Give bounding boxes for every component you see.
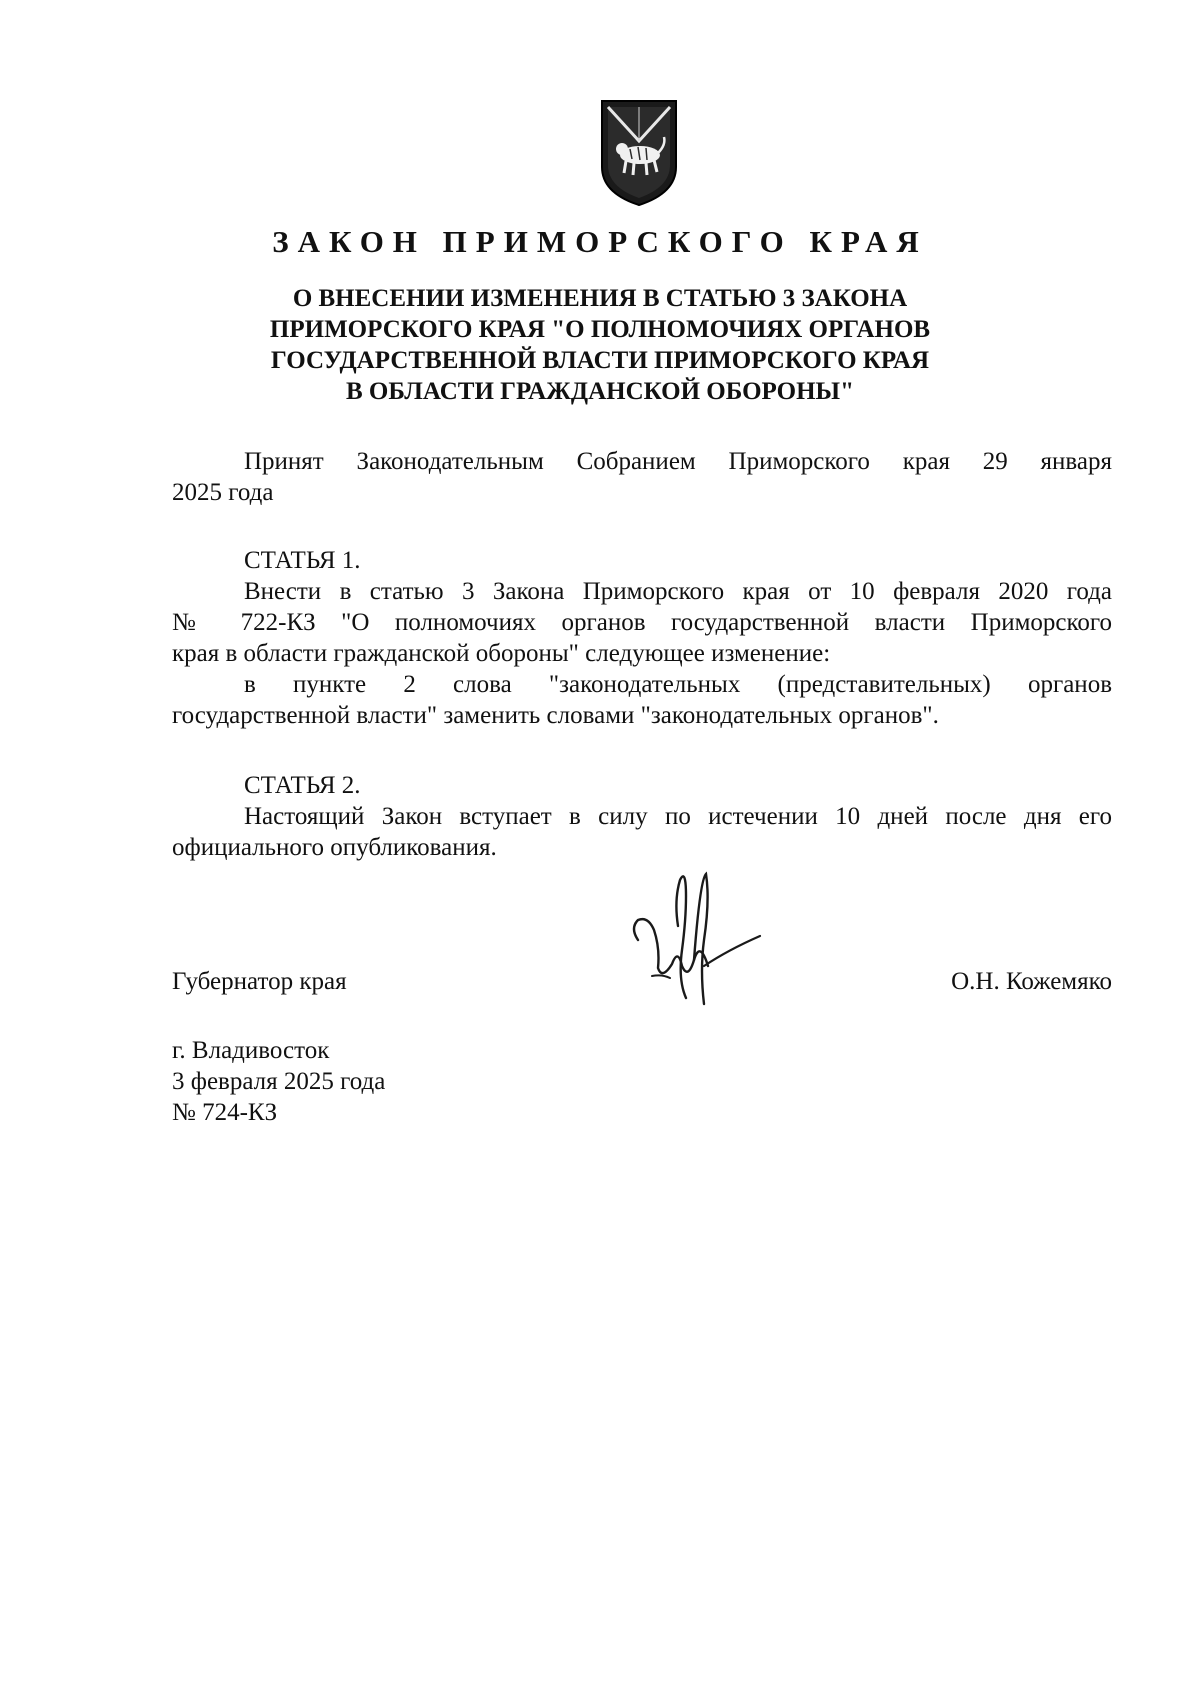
law-title-line: ГОСУДАРСТВЕННОЙ ВЛАСТИ ПРИМОРСКОГО КРАЯ <box>270 347 930 374</box>
issue-date: 3 февраля 2025 года <box>172 1068 386 1095</box>
law-title-line: В ОБЛАСТИ ГРАЖДАНСКОЙ ОБОРОНЫ" <box>346 378 854 405</box>
issue-city: г. Владивосток <box>172 1037 330 1064</box>
handwritten-signature-icon <box>628 870 768 1010</box>
law-title-line: О ВНЕСЕНИИ ИЗМЕНЕНИЯ В СТАТЬЮ 3 ЗАКОНА <box>292 285 908 312</box>
article-2-text-line: Настоящий Закон вступает в силу по истечении 10 дней после дня его <box>244 803 1112 830</box>
document-footer <box>172 1035 385 1128</box>
signatory-name: О.Н. Кожемяко <box>951 968 1112 995</box>
law-type-heading: ЗАКОН ПРИМОРСКОГО КРАЯ <box>272 224 928 259</box>
article-2-heading: СТАТЬЯ 2. <box>244 772 361 799</box>
signatory-position: Губернатор края <box>172 968 347 995</box>
article-2 <box>172 770 1112 863</box>
coat-of-arms-icon <box>600 97 678 207</box>
law-number: № 724-КЗ <box>172 1099 278 1126</box>
article-1-text-line: Внести в статью 3 Закона Приморского края от 10 февраля 2020 года <box>244 578 1112 605</box>
law-title <box>180 283 1020 407</box>
article-1 <box>172 545 1112 731</box>
article-1-text-line: государственной власти" заменить словами "законодательных органов". <box>172 702 939 729</box>
adoption-line: 2025 года <box>172 479 274 506</box>
adoption-paragraph <box>172 446 1112 508</box>
article-1-heading: СТАТЬЯ 1. <box>244 547 361 574</box>
adoption-line: Принят Законодательным Собранием Приморского края 29 января <box>244 448 1112 475</box>
article-1-text-line: края в области гражданской обороны" следующее изменение: <box>172 640 831 667</box>
article-2-text-line: официального опубликования. <box>172 834 497 861</box>
article-1-text-line: в пункте 2 слова "законодательных (представительных) органов <box>244 671 1112 698</box>
law-title-line: ПРИМОРСКОГО КРАЯ "О ПОЛНОМОЧИЯХ ОРГАНОВ <box>269 316 931 343</box>
article-1-text-line: № 722-КЗ "О полномочиях органов государственной власти Приморского <box>172 609 1112 636</box>
